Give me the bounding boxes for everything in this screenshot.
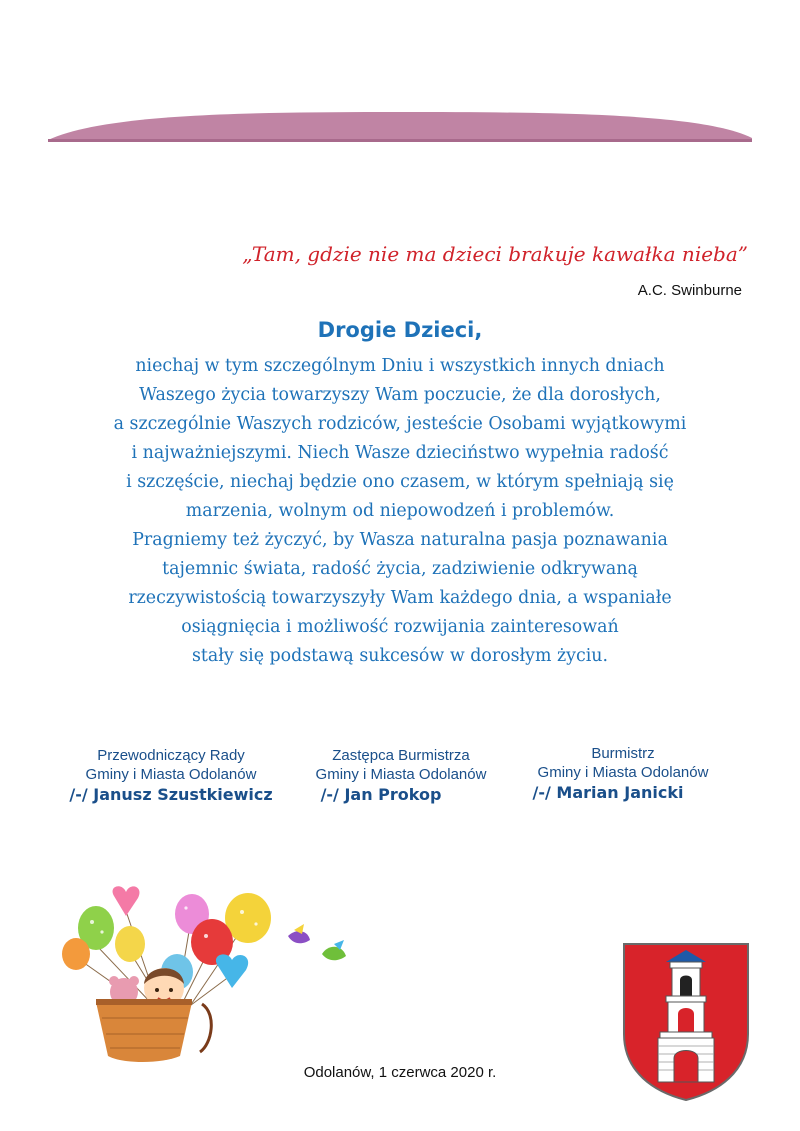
signature-mayor — [516, 744, 730, 802]
header-banner — [44, 112, 756, 144]
signature-org: Gminy i Miasta Odolanów — [537, 764, 709, 781]
signature-org: Gminy i Miasta Odolanów — [85, 766, 257, 783]
body-line: niechaj w tym szczególnym Dniu i wszystkich innych dniach — [135, 356, 665, 376]
signature-org: Gminy i Miasta Odolanów — [315, 766, 487, 783]
body-line: tajemnic świata, radość życia, zadziwienie odkrywaną — [162, 559, 638, 579]
body-line: i najważniejszymi. Niech Wasze dzieciństwo wypełnia radość — [131, 443, 669, 463]
body-line: osiągnięcia i możliwość rozwijania zainteresowań — [181, 617, 619, 637]
letter-body — [40, 352, 760, 671]
body-line: marzenia, wolnym od niepowodzeń i problemów. — [185, 501, 615, 521]
document-date: Odolanów, 1 czerwca 2020 r. — [303, 1064, 497, 1081]
signature-name: /-/ Janusz Szustkiewicz — [69, 785, 273, 804]
body-line: stały się podstawą sukcesów w dorosłym życiu. — [191, 646, 609, 666]
signature-title: Zastępca Burmistrza — [332, 747, 470, 764]
quote-text: „Tam, gdzie nie ma dzieci brakuje kawałka nieba” — [242, 242, 748, 266]
body-line: a szczególnie Waszych rodziców, jesteście Osobami wyjątkowymi — [113, 414, 687, 434]
child-in-balloon-basket-illustration — [52, 884, 352, 1064]
signature-name: /-/ Marian Janicki — [532, 783, 684, 802]
body-line: Pragniemy też życzyć, by Wasza naturalna pasja poznawania — [132, 530, 668, 550]
odolanow-coat-of-arms — [622, 942, 750, 1102]
body-line: i szczęście, niechaj będzie ono czasem, w którym spełniają się — [126, 472, 674, 492]
signature-deputy-mayor — [296, 746, 506, 804]
signature-council-chair — [48, 746, 294, 804]
quote-author: A.C. Swinburne — [637, 282, 742, 299]
body-line: rzeczywistością towarzyszyły Wam każdego dnia, a wspaniałe — [128, 588, 672, 608]
signature-name: /-/ Jan Prokop — [320, 785, 442, 804]
body-line: Waszego życia towarzyszy Wam poczucie, że dla dorosłych, — [139, 385, 661, 405]
signature-title: Burmistrz — [591, 745, 655, 762]
signature-title: Przewodniczący Rady — [97, 747, 245, 764]
greeting-heading: Drogie Dzieci, — [317, 318, 483, 342]
